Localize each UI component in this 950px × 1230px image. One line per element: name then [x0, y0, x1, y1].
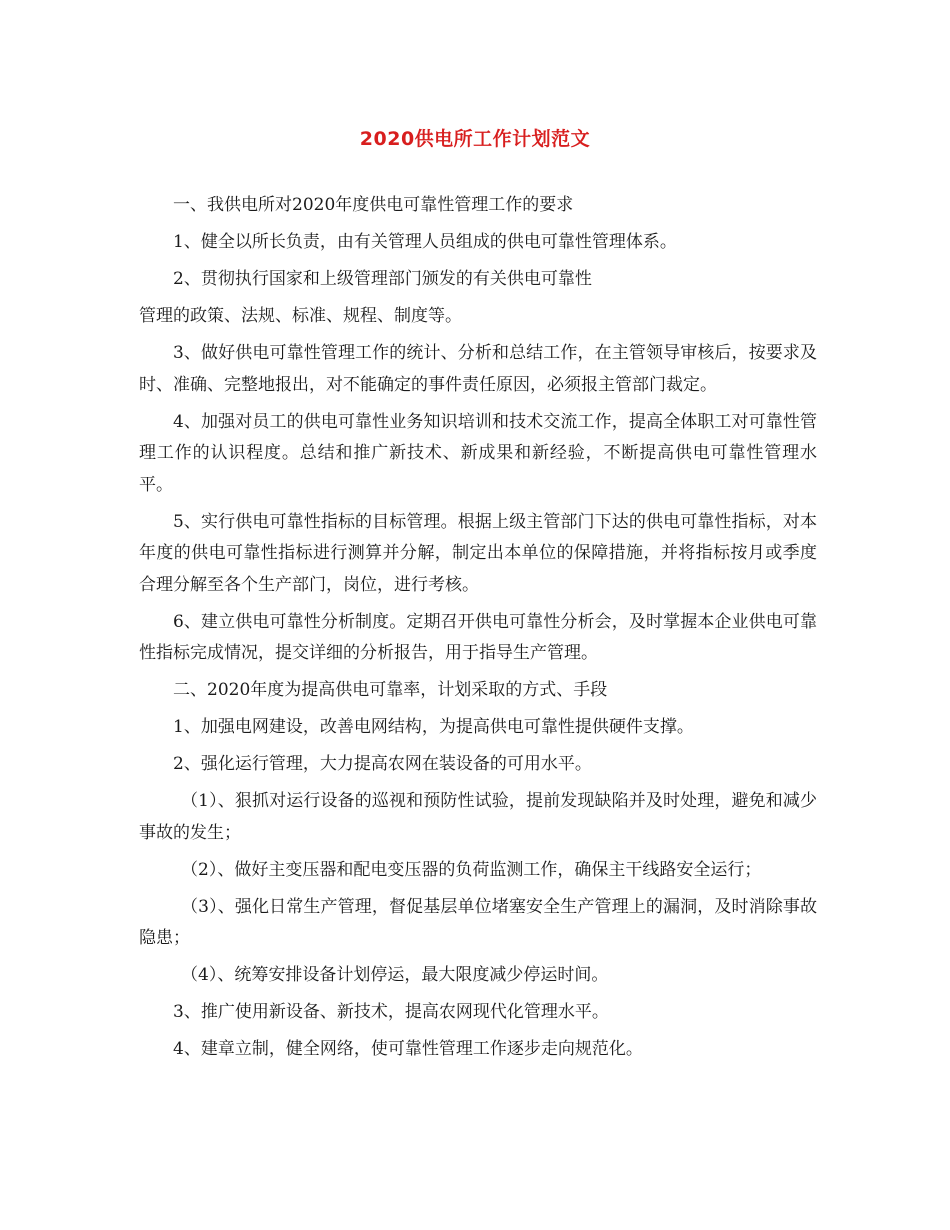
paragraph-item: 6、建立供电可靠性分析制度。定期召开供电可靠性分析会，及时掌握本企业供电可靠性指标完成情况，提交详细的分析报告，用于指导生产管理。	[139, 611, 817, 663]
paragraph-subitem: （3）、强化日常生产管理，督促基层单位堵塞安全生产管理上的漏洞，及时消除事故隐患；	[139, 896, 817, 948]
paragraph-section-2-heading: 二、2020年度为提高供电可靠率，计划采取的方式、手段	[173, 680, 608, 700]
paragraph-item-continuation: 管理的政策、法规、标准、规程、制度等。	[139, 306, 462, 326]
document-body	[139, 190, 817, 1071]
paragraph-item: 2、强化运行管理，大力提高农网在装设备的可用水平。	[173, 754, 592, 774]
paragraph-item: 1、加强电网建设，改善电网结构，为提高供电可靠性提供硬件支撑。	[173, 717, 694, 737]
paragraph-item: 4、建章立制，健全网络，使可靠性管理工作逐步走向规范化。	[173, 1039, 643, 1059]
paragraph-item: 3、推广使用新设备、新技术，提高农网现代化管理水平。	[173, 1002, 609, 1022]
paragraph-section-1-heading: 一、我供电所对2020年度供电可靠性管理工作的要求	[173, 195, 574, 215]
paragraph-subitem: （2）、做好主变压器和配电变压器的负荷监测工作，确保主干线路安全运行；	[181, 859, 762, 880]
paragraph-item: 5、实行供电可靠性指标的目标管理。根据上级主管部门下达的供电可靠性指标，对本年度的供电可靠性指标进行测算并分解，制定出本单位的保障措施，并将指标按月或季度合理分解至各个生产部门，岗位，进行考核。	[139, 511, 817, 595]
paragraph-item: 3、做好供电可靠性管理工作的统计、分析和总结工作，在主管领导审核后，按要求及时、准确、完整地报出，对不能确定的事件责任原因，必须报主管部门裁定。	[139, 343, 817, 395]
paragraph-item: 2、贯彻执行国家和上级管理部门颁发的有关供电可靠性	[173, 269, 592, 289]
paragraph-item: 4、加强对员工的供电可靠性业务知识培训和技术交流工作，提高全体职工对可靠性管理工作的认识程度。总结和推广新技术、新成果和新经验，不断提高供电可靠性管理水平。	[139, 411, 817, 495]
paragraph-subitem: （1）、狠抓对运行设备的巡视和预防性试验，提前发现缺陷并及时处理，避免和减少事故的发生；	[139, 791, 817, 843]
document-title: 2020供电所工作计划范文	[359, 128, 591, 150]
paragraph-subitem: （4）、统筹安排设备计划停运，最大限度减少停运时间。	[181, 965, 609, 985]
paragraph-item: 1、健全以所长负责，由有关管理人员组成的供电可靠性管理体系。	[173, 232, 677, 252]
